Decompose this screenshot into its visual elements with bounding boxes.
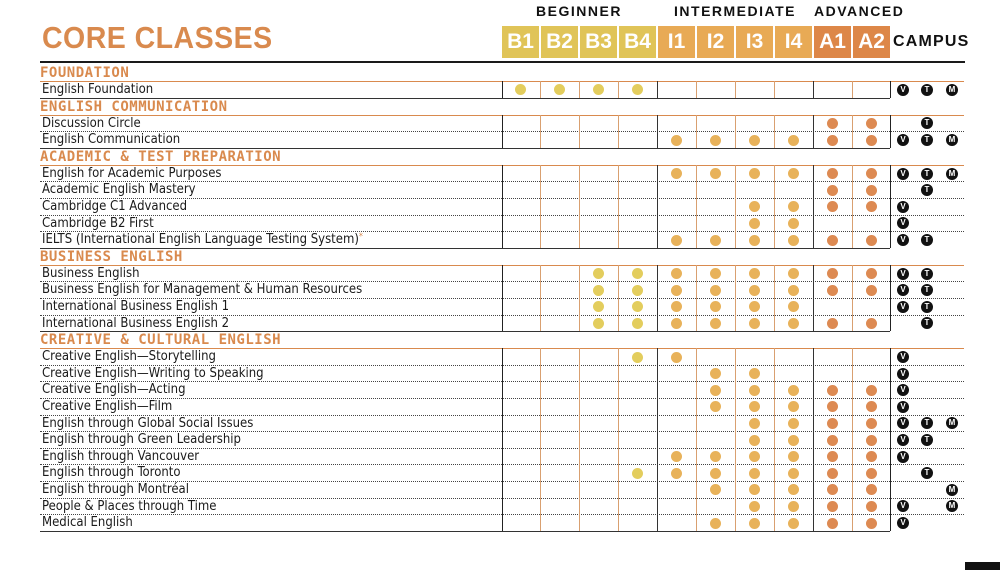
- level-dot: [827, 468, 838, 479]
- campus-t-icon: T: [921, 434, 933, 446]
- level-dot: [632, 352, 643, 363]
- level-dot: [788, 135, 799, 146]
- level-dot: [632, 301, 643, 312]
- level-dot: [827, 185, 838, 196]
- column-divider: [579, 348, 580, 531]
- level-dot: [632, 318, 643, 329]
- campus-m-icon: M: [946, 417, 958, 429]
- class-name: [42, 82, 153, 97]
- level-dot: [515, 84, 526, 95]
- campus-header: CAMPUS: [893, 33, 970, 50]
- level-dot: [671, 318, 682, 329]
- column-divider: [890, 115, 891, 148]
- column-divider: [579, 165, 580, 248]
- level-dot: [788, 435, 799, 446]
- column-divider: [657, 81, 658, 98]
- level-dot: [749, 318, 760, 329]
- class-name-text: Cambridge B2 First: [42, 215, 154, 231]
- campus-v-icon: V: [897, 517, 909, 529]
- class-name: [42, 366, 264, 381]
- class-name: [42, 166, 222, 181]
- level-header-a2: A2: [853, 26, 890, 58]
- column-divider: [852, 348, 853, 531]
- column-divider: [502, 115, 503, 148]
- class-name-text: People & Places through Time: [42, 498, 217, 514]
- class-name: [42, 349, 216, 364]
- class-name-text: Creative English—Storytelling: [42, 349, 216, 365]
- class-name: [42, 449, 199, 464]
- level-dot: [632, 268, 643, 279]
- level-dot: [749, 468, 760, 479]
- level-dot: [788, 318, 799, 329]
- class-name-text: English through Montréal: [42, 482, 189, 497]
- level-header-b2: B2: [541, 26, 578, 58]
- level-dot: [788, 518, 799, 529]
- level-header-b1: B1: [502, 26, 539, 58]
- column-divider: [579, 115, 580, 148]
- level-dot: [710, 401, 721, 412]
- level-dot: [710, 468, 721, 479]
- level-dot: [749, 268, 760, 279]
- column-divider: [852, 265, 853, 331]
- footnote-marker: *: [358, 232, 363, 243]
- level-dot: [866, 401, 877, 412]
- page-title: CORE CLASSES: [42, 20, 273, 55]
- level-dot: [749, 451, 760, 462]
- campus-v-icon: V: [897, 351, 909, 363]
- level-dot: [866, 435, 877, 446]
- level-dot: [788, 418, 799, 429]
- level-dot: [593, 301, 604, 312]
- level-dot: [788, 484, 799, 495]
- column-divider: [502, 165, 503, 248]
- level-header-i3: I3: [736, 26, 773, 58]
- level-dot: [866, 201, 877, 212]
- level-dot: [749, 235, 760, 246]
- column-divider: [618, 265, 619, 331]
- campus-m-icon: M: [946, 168, 958, 180]
- campus-v-icon: V: [897, 401, 909, 413]
- column-divider: [890, 265, 891, 331]
- level-dot: [710, 385, 721, 396]
- level-dot: [632, 285, 643, 296]
- level-dot: [671, 468, 682, 479]
- class-name-text: International Business English 1: [42, 299, 230, 314]
- level-dot: [827, 318, 838, 329]
- level-dot: [749, 285, 760, 296]
- level-dot: [788, 285, 799, 296]
- column-divider: [774, 115, 775, 148]
- class-name-text: Academic English Mastery: [42, 182, 196, 198]
- level-dot: [710, 268, 721, 279]
- level-dot: [749, 418, 760, 429]
- column-divider: [696, 115, 697, 148]
- column-divider: [540, 81, 541, 98]
- column-divider: [774, 265, 775, 331]
- level-dot: [866, 285, 877, 296]
- class-name: [42, 116, 141, 131]
- column-divider: [657, 348, 658, 531]
- column-divider: [813, 348, 814, 531]
- level-dot: [671, 168, 682, 179]
- campus-v-icon: V: [897, 451, 909, 463]
- campus-t-icon: T: [921, 84, 933, 96]
- class-name: [42, 299, 229, 314]
- class-name-text: English for Academic Purposes: [42, 165, 222, 181]
- campus-m-icon: M: [946, 134, 958, 146]
- level-dot: [827, 385, 838, 396]
- campus-m-icon: M: [946, 500, 958, 512]
- campus-v-icon: V: [897, 134, 909, 146]
- level-dot: [866, 118, 877, 129]
- level-dot: [593, 268, 604, 279]
- class-name-text: IELTS (International English Language Testing System): [42, 232, 359, 248]
- section-title: BUSINESS ENGLISH: [40, 248, 183, 265]
- level-dot: [749, 484, 760, 495]
- level-dot: [827, 135, 838, 146]
- level-dot: [788, 301, 799, 312]
- level-dot: [866, 185, 877, 196]
- level-dot: [671, 268, 682, 279]
- level-dot: [749, 218, 760, 229]
- level-dot: [866, 135, 877, 146]
- column-divider: [657, 165, 658, 248]
- level-dot: [749, 385, 760, 396]
- level-dot: [827, 501, 838, 512]
- level-dot: [788, 385, 799, 396]
- level-dot: [749, 201, 760, 212]
- column-divider: [735, 348, 736, 531]
- level-dot: [710, 168, 721, 179]
- campus-v-icon: V: [897, 201, 909, 213]
- level-group-label: INTERMEDIATE: [674, 3, 796, 19]
- level-dot: [749, 301, 760, 312]
- class-name: [42, 132, 180, 147]
- column-divider: [540, 165, 541, 248]
- level-dot: [827, 451, 838, 462]
- level-dot: [866, 268, 877, 279]
- campus-v-icon: V: [897, 417, 909, 429]
- level-group-label: ADVANCED: [814, 3, 905, 19]
- column-divider: [813, 165, 814, 248]
- level-dot: [749, 368, 760, 379]
- level-dot: [749, 401, 760, 412]
- level-dot: [788, 218, 799, 229]
- level-dot: [827, 484, 838, 495]
- column-divider: [774, 348, 775, 531]
- column-divider: [657, 115, 658, 148]
- campus-t-icon: T: [921, 301, 933, 313]
- column-divider: [696, 165, 697, 248]
- column-divider: [852, 81, 853, 98]
- campus-v-icon: V: [897, 284, 909, 296]
- level-dot: [749, 168, 760, 179]
- column-divider: [696, 265, 697, 331]
- level-header-i1: I1: [658, 26, 695, 58]
- level-dot: [710, 451, 721, 462]
- level-dot: [866, 168, 877, 179]
- class-name-text: Creative English—Acting: [42, 382, 186, 398]
- level-dot: [671, 235, 682, 246]
- class-name-text: English through Toronto: [42, 465, 181, 481]
- level-dot: [749, 501, 760, 512]
- section-title: CREATIVE & CULTURAL ENGLISH: [40, 332, 282, 349]
- campus-t-icon: T: [921, 284, 933, 296]
- class-name: [42, 432, 241, 447]
- campus-m-icon: M: [946, 484, 958, 496]
- level-dot: [788, 401, 799, 412]
- class-name: [42, 482, 189, 497]
- column-divider: [852, 115, 853, 148]
- level-dot: [710, 135, 721, 146]
- class-name: [42, 515, 133, 530]
- column-divider: [735, 165, 736, 248]
- level-dot: [827, 118, 838, 129]
- header-rule: [40, 61, 965, 63]
- footer-strip: [965, 562, 1000, 570]
- level-header-i2: I2: [697, 26, 734, 58]
- level-header-b3: B3: [580, 26, 617, 58]
- class-name: [42, 182, 196, 197]
- level-dot: [671, 135, 682, 146]
- class-name-text: English through Global Social Issues: [42, 415, 254, 431]
- section-title: FOUNDATION: [40, 65, 130, 81]
- column-divider: [735, 115, 736, 148]
- column-divider: [540, 265, 541, 331]
- class-name: [42, 416, 253, 431]
- level-dot: [866, 468, 877, 479]
- level-dot: [593, 84, 604, 95]
- campus-v-icon: V: [897, 168, 909, 180]
- column-divider: [696, 348, 697, 531]
- level-header-b4: B4: [619, 26, 656, 58]
- campus-v-icon: V: [897, 84, 909, 96]
- level-dot: [788, 501, 799, 512]
- class-name: [42, 499, 217, 514]
- column-divider: [540, 348, 541, 531]
- section-title: ENGLISH COMMUNICATION: [40, 98, 228, 115]
- level-dot: [866, 235, 877, 246]
- level-dot: [827, 201, 838, 212]
- class-name: [42, 399, 172, 414]
- level-dot: [788, 268, 799, 279]
- column-divider: [502, 265, 503, 331]
- class-name: [42, 199, 187, 214]
- column-divider: [813, 115, 814, 148]
- column-divider: [502, 348, 503, 531]
- level-dot: [710, 285, 721, 296]
- class-name-text: Business English for Management & Human Resources: [42, 282, 363, 298]
- column-divider: [618, 348, 619, 531]
- class-name-text: Creative English—Writing to Speaking: [42, 365, 264, 381]
- class-name-text: International Business English 2: [42, 315, 230, 331]
- class-name: [42, 282, 362, 297]
- class-name-text: Medical English: [42, 515, 133, 531]
- level-dot: [788, 468, 799, 479]
- class-name-text: Creative English—Film: [42, 399, 173, 414]
- column-divider: [540, 115, 541, 148]
- class-name-text: Cambridge C1 Advanced: [42, 199, 188, 214]
- column-divider: [502, 81, 503, 98]
- level-dot: [827, 435, 838, 446]
- level-dot: [827, 401, 838, 412]
- campus-t-icon: T: [921, 117, 933, 129]
- level-dot: [788, 168, 799, 179]
- level-dot: [827, 268, 838, 279]
- column-divider: [852, 165, 853, 248]
- level-dot: [788, 451, 799, 462]
- level-dot: [593, 285, 604, 296]
- column-divider: [890, 81, 891, 98]
- column-divider: [813, 265, 814, 331]
- campus-v-icon: V: [897, 234, 909, 246]
- level-dot: [710, 368, 721, 379]
- class-name: [42, 232, 363, 247]
- campus-v-icon: V: [897, 301, 909, 313]
- column-divider: [618, 81, 619, 98]
- campus-t-icon: T: [921, 268, 933, 280]
- level-dot: [593, 318, 604, 329]
- column-divider: [618, 165, 619, 248]
- class-name-text: English through Vancouver: [42, 448, 200, 464]
- level-dot: [827, 168, 838, 179]
- level-dot: [710, 301, 721, 312]
- column-divider: [579, 265, 580, 331]
- column-divider: [735, 81, 736, 98]
- level-dot: [710, 318, 721, 329]
- class-name: [42, 382, 186, 397]
- level-dot: [749, 518, 760, 529]
- level-dot: [749, 435, 760, 446]
- class-name: [42, 216, 154, 231]
- level-dot: [866, 385, 877, 396]
- level-dot: [866, 484, 877, 495]
- column-divider: [890, 348, 891, 531]
- campus-v-icon: V: [897, 500, 909, 512]
- level-dot: [671, 451, 682, 462]
- campus-v-icon: V: [897, 268, 909, 280]
- campus-v-icon: V: [897, 368, 909, 380]
- level-dot: [788, 201, 799, 212]
- level-group-label: BEGINNER: [536, 3, 622, 19]
- level-dot: [710, 235, 721, 246]
- level-dot: [632, 468, 643, 479]
- column-divider: [774, 81, 775, 98]
- campus-v-icon: V: [897, 217, 909, 229]
- level-dot: [749, 135, 760, 146]
- campus-v-icon: V: [897, 434, 909, 446]
- level-dot: [866, 501, 877, 512]
- section-title: ACADEMIC & TEST PREPARATION: [40, 148, 282, 165]
- level-dot: [710, 518, 721, 529]
- campus-t-icon: T: [921, 168, 933, 180]
- row-divider: [40, 531, 890, 532]
- campus-t-icon: T: [921, 184, 933, 196]
- class-name: [42, 266, 140, 281]
- level-dot: [827, 285, 838, 296]
- campus-t-icon: T: [921, 134, 933, 146]
- column-divider: [657, 265, 658, 331]
- column-divider: [890, 165, 891, 248]
- column-divider: [696, 81, 697, 98]
- class-name-text: English Foundation: [42, 82, 154, 97]
- campus-t-icon: T: [921, 317, 933, 329]
- column-divider: [813, 81, 814, 98]
- level-dot: [866, 451, 877, 462]
- class-name-text: English through Green Leadership: [42, 432, 241, 448]
- class-name: [42, 316, 229, 331]
- level-dot: [827, 235, 838, 246]
- column-divider: [774, 165, 775, 248]
- class-name-text: Business English: [42, 265, 140, 281]
- level-dot: [788, 235, 799, 246]
- level-header-i4: I4: [775, 26, 812, 58]
- level-dot: [827, 518, 838, 529]
- level-dot: [866, 518, 877, 529]
- level-dot: [710, 484, 721, 495]
- campus-t-icon: T: [921, 467, 933, 479]
- campus-v-icon: V: [897, 384, 909, 396]
- level-dot: [671, 285, 682, 296]
- campus-t-icon: T: [921, 234, 933, 246]
- level-dot: [632, 84, 643, 95]
- campus-t-icon: T: [921, 417, 933, 429]
- level-dot: [671, 301, 682, 312]
- campus-m-icon: M: [946, 84, 958, 96]
- level-dot: [866, 418, 877, 429]
- column-divider: [579, 81, 580, 98]
- class-name-text: English Communication: [42, 132, 181, 148]
- class-name: [42, 465, 181, 480]
- level-dot: [866, 318, 877, 329]
- level-header-a1: A1: [814, 26, 851, 58]
- level-dot: [554, 84, 565, 95]
- column-divider: [618, 115, 619, 148]
- class-name-text: Discussion Circle: [42, 115, 141, 131]
- level-dot: [827, 418, 838, 429]
- level-dot: [671, 352, 682, 363]
- column-divider: [735, 265, 736, 331]
